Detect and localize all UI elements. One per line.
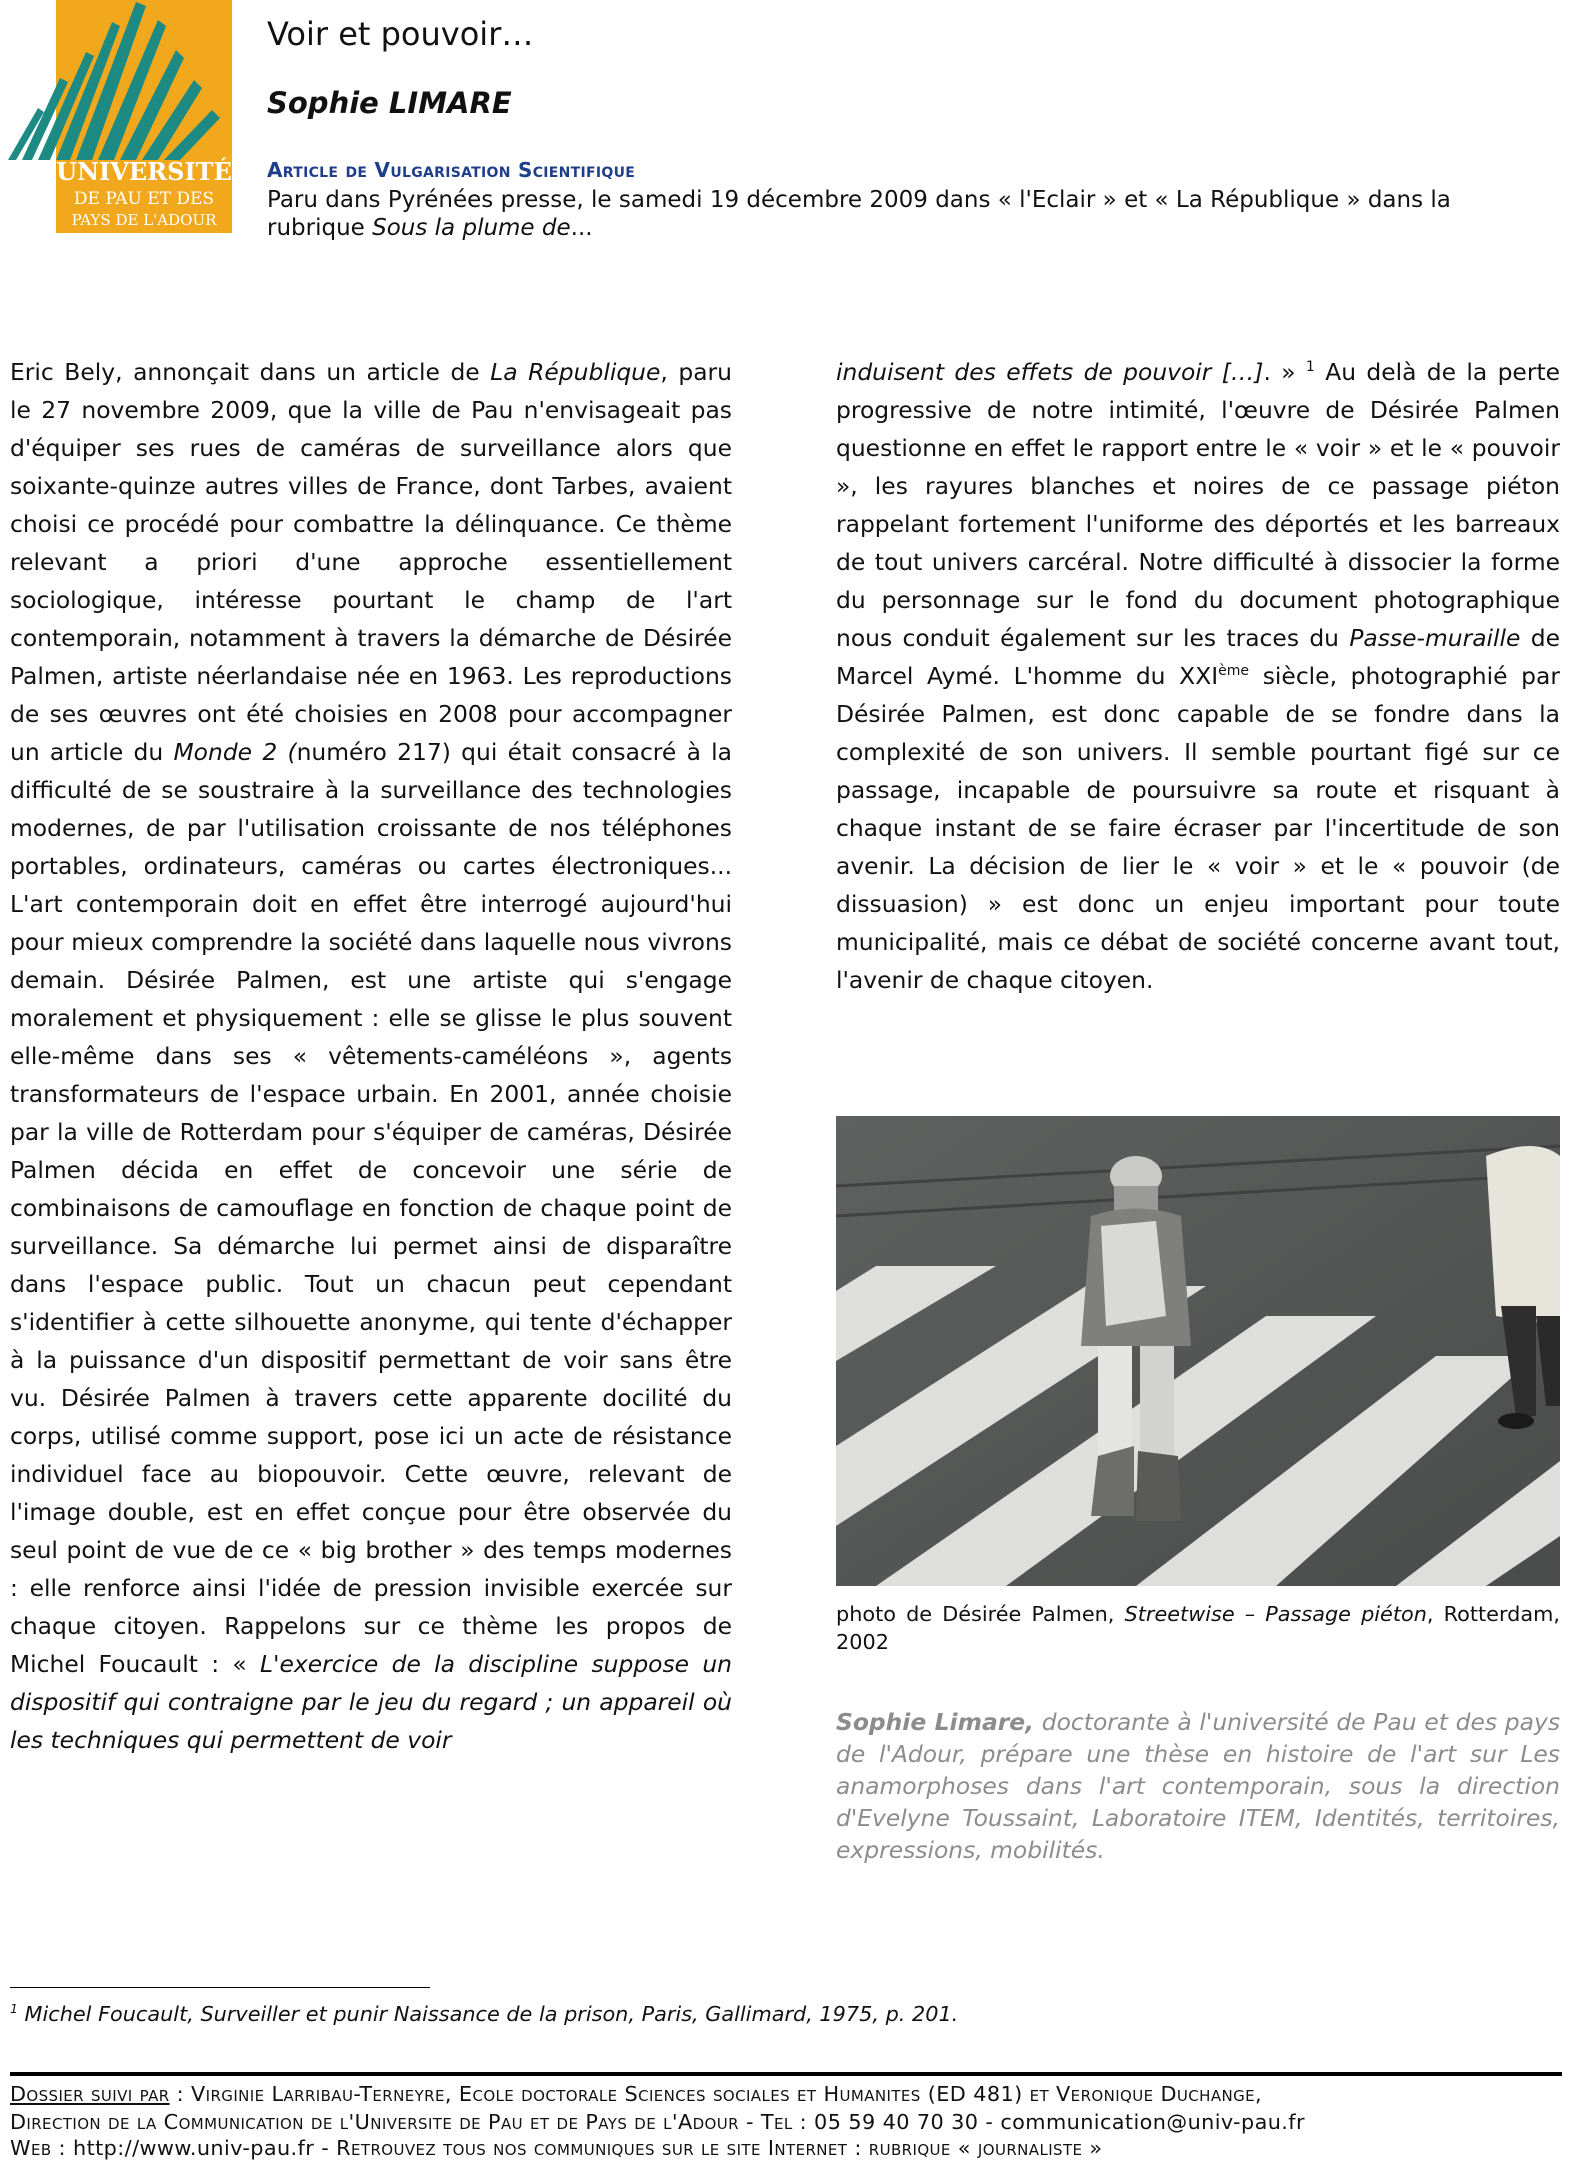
book-title: Passe-muraille — [1349, 624, 1521, 652]
artwork-title: Streetwise – Passage piéton — [1124, 1602, 1427, 1626]
logo-line3: PAYS DE L'ADOUR — [71, 211, 217, 229]
footer-site-note: - Retrouvez tous nos communiques sur le site Internet : rubrique « journaliste » — [314, 2136, 1103, 2160]
author-name: Sophie LIMARE — [267, 86, 512, 120]
text-run: Au delà de la perte progressive de notre intimité, l'œuvre de Désirée Palmen questionne en effet le rapport entre le « voir » et le « pouvoir », les rayures blanches et noires de ce passage piéton rappelant fortement l'uniforme des déportés et les barreaux de tout univers carcéral. Notre difficulté à dissocier la forme du personnage sur le fond du document photographique nous conduit également sur les traces du — [836, 358, 1561, 652]
footnote-text: Michel Foucault, Surveiller et punir Naissance de la prison, Paris, Gallimard, 1975, p. 201. — [17, 2002, 959, 2026]
footnote — [10, 2002, 958, 2026]
publication-ellipsis: ... — [570, 215, 593, 241]
footer-email-link[interactable]: communication@univ-pau.fr — [1000, 2110, 1305, 2134]
web-label: Web — [10, 2136, 52, 2160]
logo-line1: UNIVERSITÉ — [56, 157, 232, 186]
footer-direction: Direction de la Communication de l'Universite de Pau et de Pays de l'Adour - Tel : 05 59 40 70 30 - — [10, 2110, 1001, 2134]
footer-contacts: : Virginie Larribau-Terneyre, Ecole doctorale Sciences sociales et Humanites (ED 481) et Veronique Duchange, — [169, 2082, 1263, 2106]
text-run: de Marcel Aymé. L'homme du XXI — [836, 624, 1560, 690]
bio-name: Sophie Limare, — [836, 1708, 1035, 1736]
footer-divider — [10, 2072, 1562, 2076]
newspaper-title: La République — [490, 358, 661, 386]
university-logo — [8, 0, 232, 233]
footnote-divider — [10, 1987, 430, 1988]
text-run: Eric Bely, annonçait dans un article de — [10, 358, 491, 386]
web-separator: : — [51, 2136, 73, 2160]
footer-line-1 — [10, 2082, 1562, 2106]
text-run: . » — [1263, 358, 1306, 386]
paragraph-right — [836, 353, 1560, 999]
caption-text: , Rotterdam, 2002 — [836, 1602, 1560, 1654]
website-link[interactable]: http://www.univ-pau.fr — [72, 2136, 315, 2160]
foucault-quote-end: induisent des effets de pouvoir […] — [836, 358, 1264, 386]
footnote-ref: 1 — [1305, 359, 1315, 376]
magazine-title: Monde 2 ( — [173, 738, 297, 766]
text-run: siècle, photographié par Désirée Palmen, est donc capable de se fondre dans la complexité de son univers. Il semble pourtant figé sur ce passage, incapable de poursuivre sa route et risquant à chaque instant de se faire écraser par l'incertitude de son avenir. La décision de lier le « voir » et le « pouvoir (de dissuasion) » est donc un enjeu important pour toute municipalité, mais ce débat de société concerne avant tout, l'avenir de chaque citoyen. — [836, 662, 1560, 994]
page-title: Voir et pouvoir… — [267, 15, 534, 53]
publication-text: Paru dans Pyrénées presse, le samedi 19 décembre 2009 dans « l'Eclair » et « La République » dans la rubrique — [267, 187, 1451, 241]
century-suffix: ème — [1218, 663, 1250, 680]
author-bio — [836, 1706, 1560, 1866]
article-column-right — [836, 353, 1560, 999]
footer-line-2 — [10, 2110, 1562, 2134]
footnote-number: 1 — [10, 2001, 18, 2017]
text-run: , paru le 27 novembre 2009, que la ville de Pau n'envisageait pas d'équiper ses rues de caméras de surveillance alors que soixante-quinze autres villes de France, dont Tarbes, avaient choisi ce procédé pour combattre la délinquance. Ce thème relevant a priori d'une approche essentiellement sociologique, intéresse pourtant le champ de l'art contemporain, notamment à travers la démarche de Désirée Palmen, artiste néerlandaise née en 1963. Les reproductions de ses œuvres ont été choisies en 2008 pour accompagner un article du — [10, 358, 732, 766]
paragraph-left — [10, 353, 732, 1759]
caption-text: photo de Désirée Palmen, — [836, 1602, 1125, 1626]
bio-text: doctorante à l'université de Pau et des pays de l'Adour, prépare une thèse en histoire de l'art sur Les anamorphoses dans l'art contemporain, sous la direction d'Evelyne Toussaint, Laboratoire ITEM, Identités, territoires, expressions, mobilités. — [836, 1708, 1560, 1864]
article-type-label: Article de Vulgarisation Scientifique — [267, 158, 636, 182]
publication-info — [267, 186, 1527, 242]
rubric-name: Sous la plume de — [372, 215, 571, 241]
footer-label: Dossier suivi par — [10, 2082, 170, 2106]
article-column-left — [10, 353, 732, 1759]
foucault-quote: L'exercice de la discipline suppose un dispositif qui contraigne par le jeu du regard ; un appareil où les techniques qui permettent de voir — [10, 1650, 732, 1754]
text-run: numéro 217) qui était consacré à la difficulté de se soustraire à la surveillance des technologies modernes, de par l'utilisation croissante de nos téléphones portables, ordinateurs, caméras ou cartes électroniques... L'art contemporain doit en effet être interrogé aujourd'hui pour mieux comprendre la société dans laquelle nous vivrons demain. Désirée Palmen, est une artiste qui s'engage moralement et physiquement : elle se glisse le plus souvent elle-même dans ses « vêtements-caméléons », agents transformateurs de l'espace urbain. En 2001, année choisie par la ville de Rotterdam pour s'équiper de caméras, Désirée Palmen décida en effet de concevoir une série de combinaisons de camouflage en fonction de chaque point de surveillance. Sa démarche lui permet ainsi de disparaître dans l'espace public. Tout un chacun peut cependant s'identifier à cette silhouette anonyme, qui tente d'échapper à la puissance d'un dispositif permettant de voir sans être vu. Désirée Palmen à travers cette apparente docilité du corps, utilisé comme support, pose ici un acte de résistance individuel face au biopouvoir. Cette œuvre, relevant de l'image double, est en effet conçue pour être observée du seul point de vue de ce « big brother » des temps modernes : elle renforce ainsi l'idée de pression invisible exercée sur chaque citoyen. Rappelons sur ce thème les propos de Michel Foucault : « — [10, 738, 732, 1678]
logo-line2: DE PAU ET DES — [73, 189, 215, 209]
photo-caption — [836, 1600, 1560, 1656]
photo-crosswalk — [836, 1116, 1560, 1586]
footer-line-3 — [10, 2136, 1562, 2160]
